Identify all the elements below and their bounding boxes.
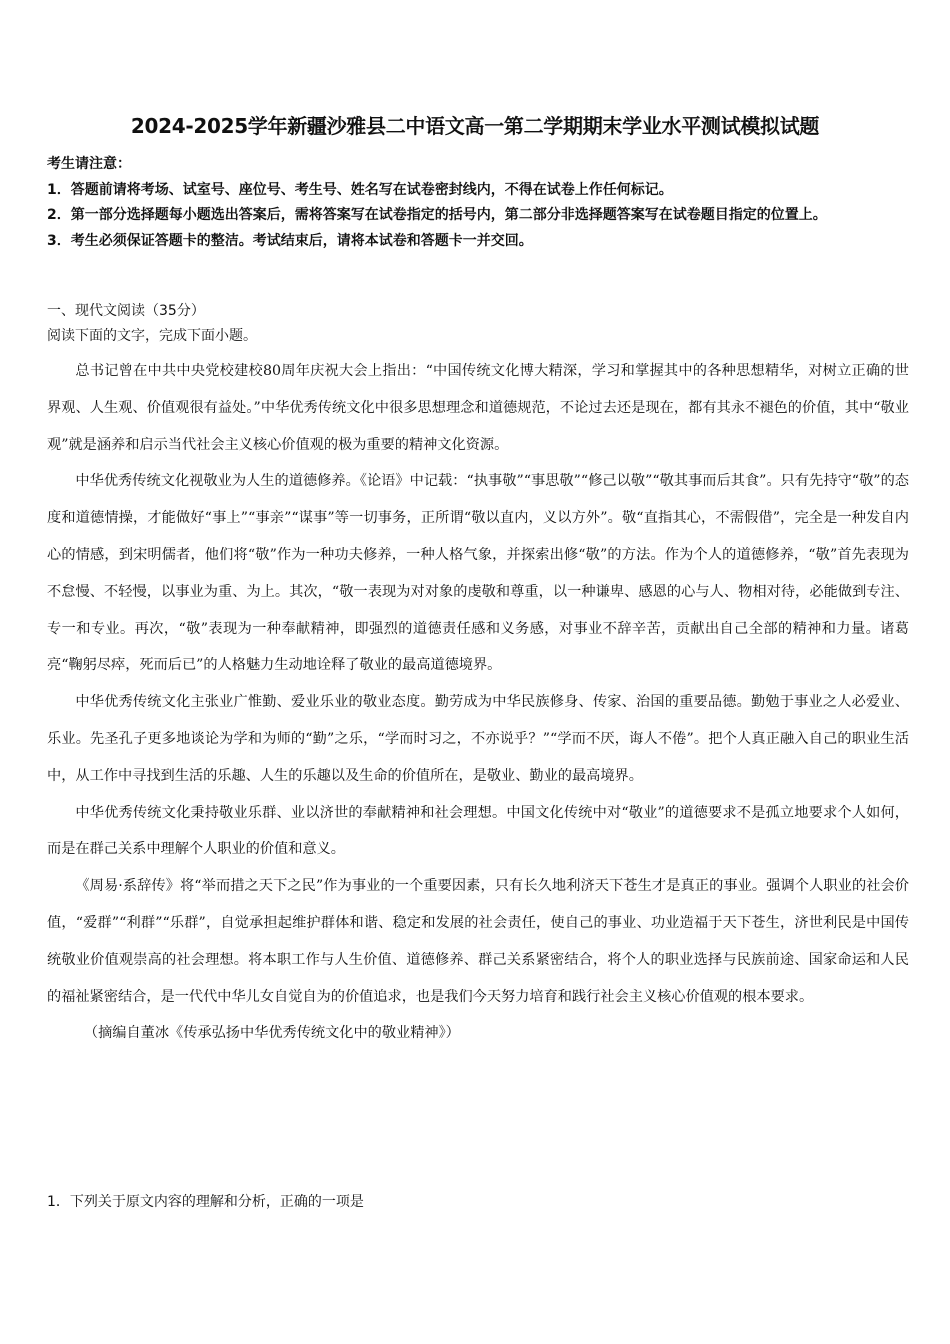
passage-paragraph: 总书记曾在中共中央党校建校80周年庆祝大会上指出：“中国传统文化博大精深，学习和掌握其中的各种思想精华，对树立正确的世界观、人生观、价值观很有益处。”中华优秀传统文化中很多思想理念和道德规范，不论过去还是现在，都有其永不褪色的价值，其中“敬业观”就是涵养和启示当代社会主义核心价值观的极为重要的精神文化资源。 xyxy=(47,363,909,453)
passage-paragraph: 中华优秀传统文化主张业广惟勤、爱业乐业的敬业态度。勤劳成为中华民族修身、传家、治国的重要品德。勤勉于事业之人必爱业、乐业。先圣孔子更多地谈论为学和为师的“勤”之乐，“学而时习之，不亦说乎？”“学而不厌，诲人不倦”。把个人真正融入自己的职业生活中，从工作中寻找到生活的乐趣、人生的乐趣以及生命的价值所在，是敬业、勤业的最高境界。 xyxy=(47,694,909,784)
page-title: 2024-2025学年新疆沙雅县二中语文高一第二学期期末学业水平测试模拟试题 xyxy=(130,114,820,138)
exam-notice xyxy=(47,152,907,254)
passage-paragraph: 中华优秀传统文化秉持敬业乐群、业以济世的奉献精神和社会理想。中国文化传统中对“敬业”的道德要求不是孤立地要求个人如何，而是在群己关系中理解个人职业的价值和意义。 xyxy=(47,804,909,858)
notice-item: 1．答题前请将考场、试室号、座位号、考生号、姓名写在试卷密封线内，不得在试卷上作任何标记。 xyxy=(47,181,673,198)
section-instruction: 阅读下面的文字，完成下面小题。 xyxy=(47,328,257,344)
notice-heading: 考生请注意： xyxy=(47,156,131,172)
notice-item: 3．考生必须保证答题卡的整洁。考试结束后，请将本试卷和答题卡一并交回。 xyxy=(47,232,533,249)
passage-paragraph: 中华优秀传统文化视敬业为人生的道德修养。《论语》中记载：“执事敬”“事思敬”“修己以敬”“敬其事而后其食”。只有先持守“敬”的态度和道德情操，才能做好“事上”“事亲”“谋事”等一切事务，正所谓“敬以直内，义以方外”。敬“直指其心，不需假借”，完全是一种发自内心的情感，到宋明儒者，他们将“敬”作为一种功夫修养，一种人格气象，并探索出修“敬”的方法。作为个人的道德修养，“敬”首先表现为不怠慢、不轻慢，以事业为重、为上。其次，“敬一表现为对对象的虔敬和尊重，以一种谦卑、感恩的心与人、物相对待，必能做到专注、专一和专业。再次，“敬”表现为一种奉献精神，即强烈的道德责任感和义务感，对事业不辞辛苦，贡献出自己全部的精神和力量。诸葛亮“鞠躬尽瘁，死而后已”的人格魅力生动地诠释了敬业的最高道德境界。 xyxy=(47,473,909,674)
question-1: 1．下列关于原文内容的理解和分析，正确的一项是 xyxy=(47,1194,364,1210)
passage-source: （摘编自董冰《传承弘扬中华优秀传统文化中的敬业精神》） xyxy=(83,1025,460,1042)
reading-passage xyxy=(47,353,909,1052)
passage-paragraph: 《周易·系辞传》将“举而措之天下之民”作为事业的一个重要因素，只有长久地利济天下苍生才是真正的事业。强调个人职业的社会价值，“爱群”“利群”“乐群”，自觉承担起维护群体和谐、稳定和发展的社会责任，使自己的事业、功业造福于天下苍生，济世利民是中国传统敬业价值观崇高的社会理想。将本职工作与人生价值、道德修养、群己关系紧密结合，将个人的职业选择与民族前途、国家命运和人民的福祉紧密结合，是一代代中华儿女自觉自为的价值追求，也是我们今天努力培育和践行社会主义核心价值观的根本要求。 xyxy=(47,878,909,1005)
section-heading: 一、现代文阅读（35分） xyxy=(47,303,205,319)
notice-item: 2．第一部分选择题每小题选出答案后，需将答案写在试卷指定的括号内，第二部分非选择题答案写在试卷题目指定的位置上。 xyxy=(47,207,827,223)
section-header xyxy=(47,299,907,349)
